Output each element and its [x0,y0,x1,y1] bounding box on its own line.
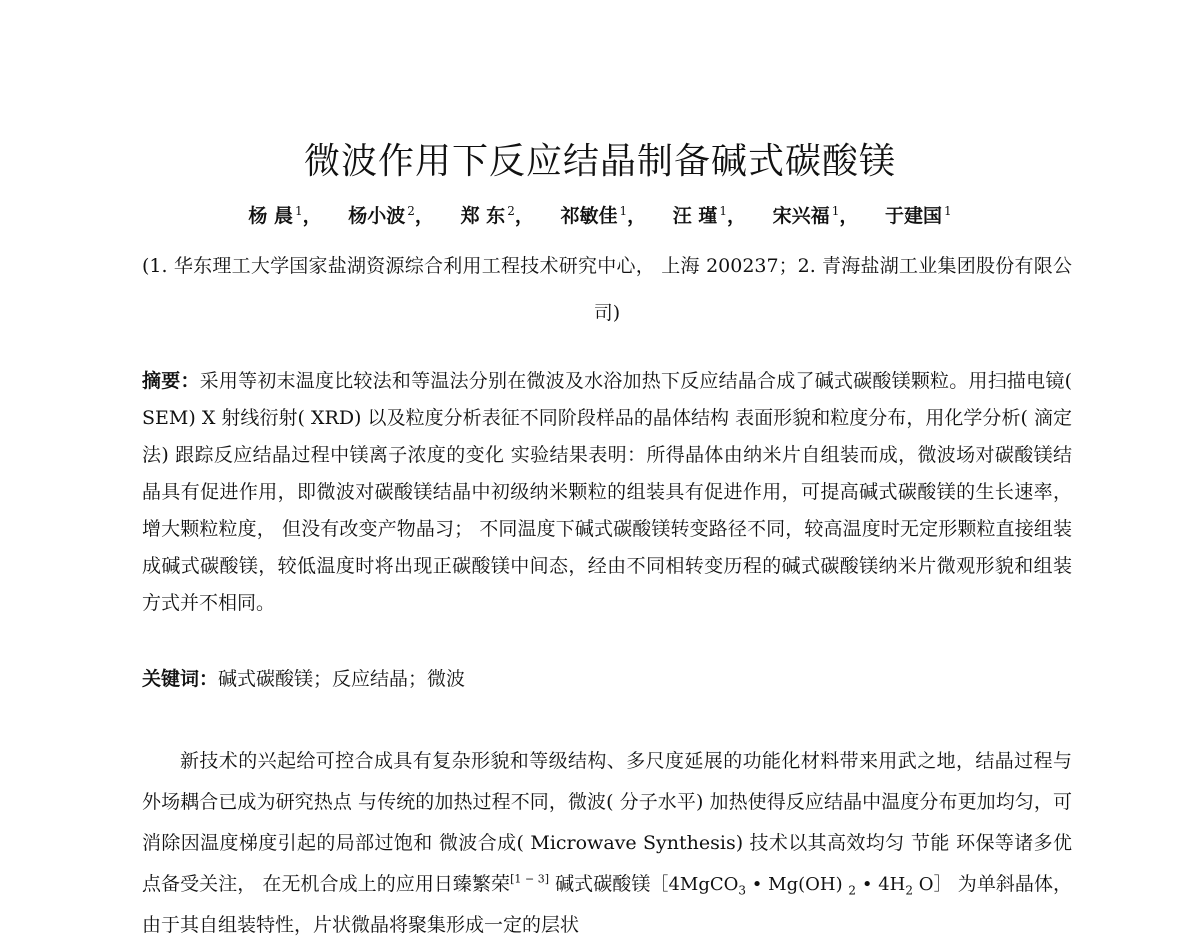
formula-subscript: 3 [738,883,747,898]
author: 杨 晨 $^1$， [248,203,322,227]
keywords [142,661,1072,698]
author: 宋兴福 $^1$， [772,203,859,227]
body-paragraph [142,741,1072,946]
author: 祁敏佳 $^1$， [560,203,647,227]
formula-part: • Mg(OH) [746,874,849,895]
author-affiliation-mark: 1 [943,203,952,218]
author: 汪 瑾 $^1$， [672,203,747,227]
formula-part: O [913,874,934,895]
formula-subscript: 2 [848,883,857,898]
author-name: 宋兴福 [772,205,830,227]
body-text-part: 为单斜晶体，由于其自组装特性，片状微晶将聚集形成一定的层状 [142,873,1073,936]
author-name: 于建国 [884,205,942,227]
author-affiliation-mark: 1 [294,203,303,218]
author-affiliation-mark: 1 [619,203,628,218]
keywords-label: 关键词： [142,668,219,690]
author: 郑 东 $^2$， [460,203,534,227]
abstract-label: 摘要： [142,370,200,392]
body-text-part: 碱式碳酸镁 [549,873,651,895]
citation-reference: [1 − 3] [510,872,550,886]
affiliations: (1. 华东理工大学国家盐湖资源综合利用工程技术研究中心， 上海 200237；2. 青海盐湖工业集团股份有限公司) [142,255,1072,324]
author-name: 祁敏佳 [560,205,618,227]
formula-subscript: 2 [905,883,914,898]
formula-part: 4MgCO [668,874,739,895]
author-name: 汪 瑾 [672,205,718,227]
author-name: 郑 东 [460,205,506,227]
abstract [142,363,1072,622]
author [885,200,952,232]
body-text-part: 新技术的兴起给可控合成具有复杂形貌和等级结构、多尺度延展的功能化材料带来用武之地，结晶过程与外场耦合已成为研究热点 与传统的加热过程不同，微波( 分子水平) 加热使得反应结晶中温度分布更加均匀，可消除因温度梯度引起的局部过饱和 微波合成( Microwave Synthesis) 技术以其高效均匀 节能 环保等诸多优点备受关注， 在无机合成上的应用日臻繁荣 [142,750,1072,895]
abstract-text: 采用等初末温度比较法和等温法分别在微波及水浴加热下反应结晶合成了碱式碳酸镁颗粒。用扫描电镜( SEM) X 射线衍射( XRD) 以及粒度分析表征不同阶段样品的晶体结构 表面形貌和粒度分布，用化学分析( 滴定法) 跟踪反应结晶过程中镁离子浓度的变化 实验结果表明：所得晶体由纳米片自组装而成，微波场对碳酸镁结晶具有促进作用，即微波对碳酸镁结晶中初级纳米颗粒的组装具有促进作用，可提高碱式碳酸镁的生长速率，增大颗粒粒度， 但没有改变产物晶习； 不同温度下碱式碳酸镁转变路径不同，较高温度时无定形颗粒直接组装成碱式碳酸镁，较低温度时将出现正碳酸镁中间态，经由不同相转变历程的碱式碳酸镁纳米片微观形貌和组装方式并不相同。 [142,370,1072,614]
author-affiliation-mark: 1 [831,203,840,218]
chemical-formula [650,874,952,898]
author-affiliation-mark: 2 [507,203,515,218]
author-name: 杨小波 [348,205,406,227]
author: 杨小波 $^2$， [348,203,434,227]
author-list [0,200,1200,232]
paper-title: 微波作用下反应结晶制备碱式碳酸镁 [303,141,896,182]
author-affiliation-mark: 2 [407,203,415,218]
formula-bracket: ］ [933,874,952,895]
keywords-text: 碱式碳酸镁；反应结晶；微波 [218,668,466,690]
formula-part: • 4H [856,874,906,895]
author-name: 杨 晨 [248,205,293,227]
author-affiliation-mark: 1 [719,203,728,218]
formula-bracket: ［ [650,874,669,895]
